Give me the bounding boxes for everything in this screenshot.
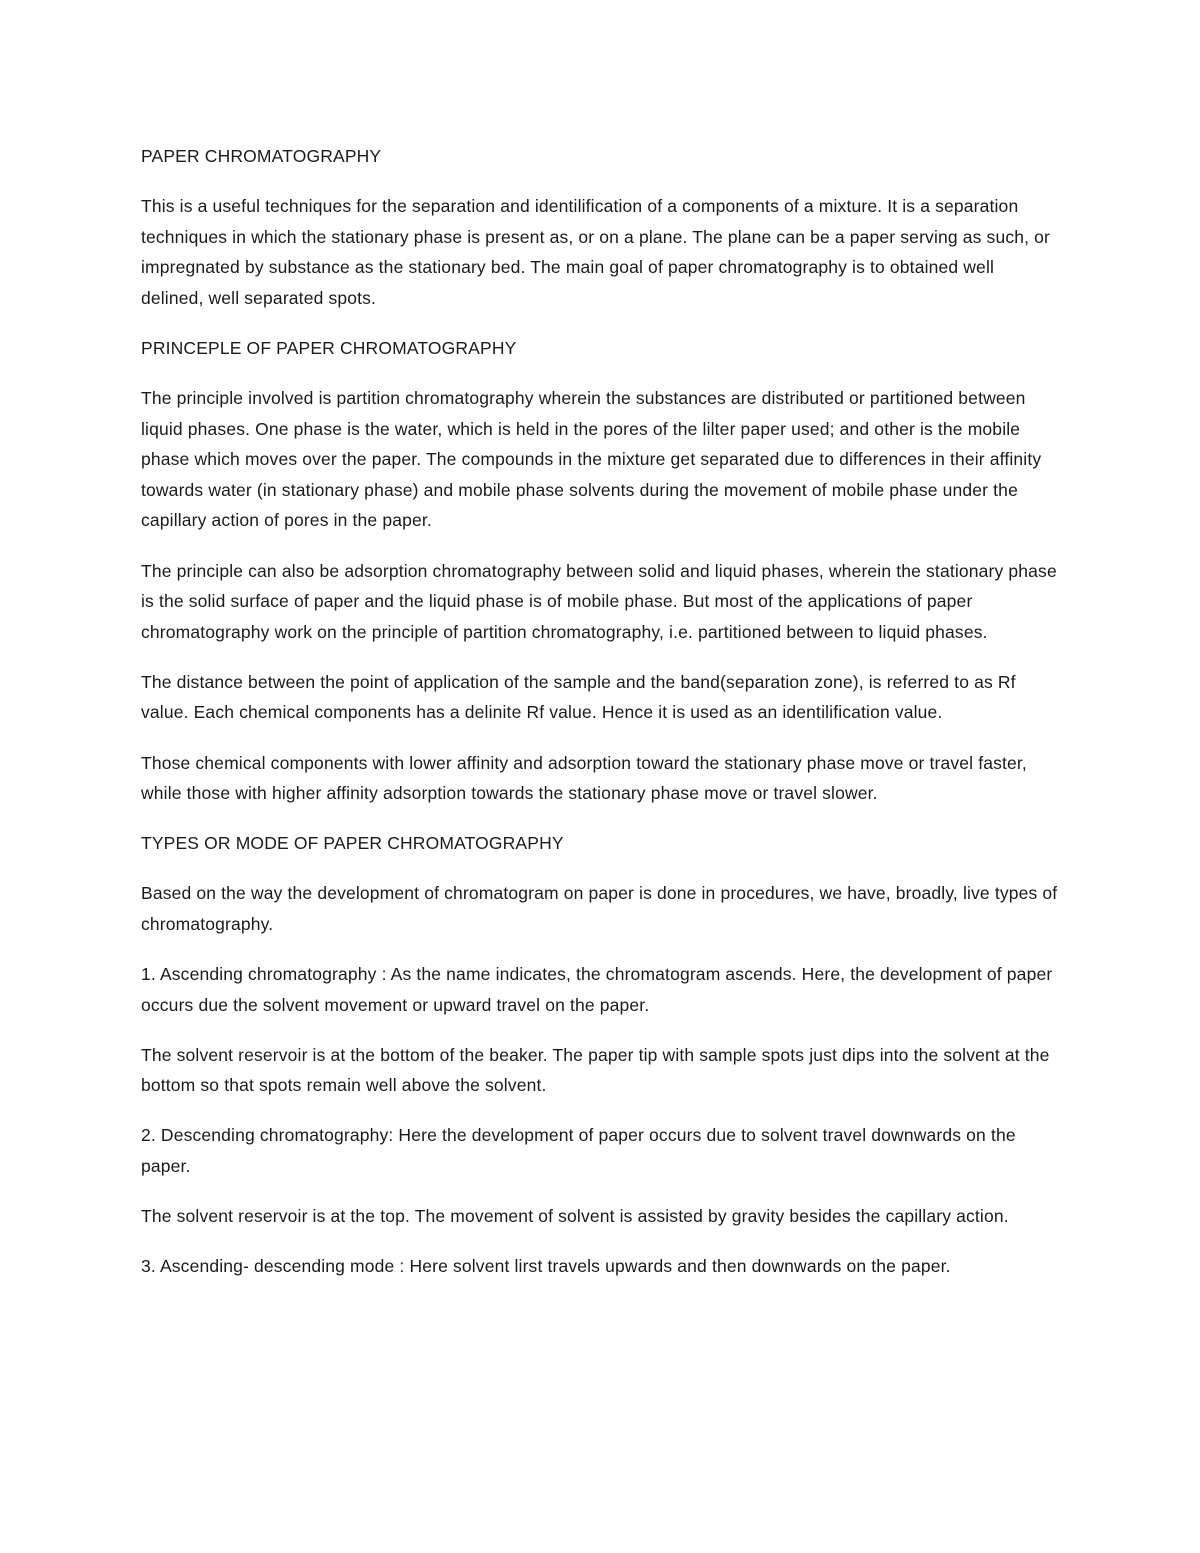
principle-paragraph-1: The principle involved is partition chromatography wherein the substances are distributed or partitioned between liquid phases. One phase is the water, which is held in the pores of the lilter paper used; and other is the mobile phase which moves over the paper. The compounds in the mixture get separated due to differences in their affinity towards water (in stationary phase) and mobile phase solvents during the movement of mobile phase under the capillary action of pores in the paper. — [141, 388, 1042, 531]
type-1-paragraph: 1. Ascending chromatography : As the name indicates, the chromatogram ascends. Here, the development of paper occurs due the solvent movement or upward travel on the paper. — [141, 963, 1053, 1015]
principle-paragraph-2: The principle can also be adsorption chromatography between solid and liquid phases, wherein the stationary phase is the solid surface of paper and the liquid phase is of mobile phase. But most of the applications of paper chromatography work on the principle of partition chromatography, i.e. partitioned between to liquid phases. — [141, 560, 1057, 642]
type-2-paragraph: 2. Descending chromatography: Here the development of paper occurs due to solvent travel downwards on the paper. — [141, 1125, 1016, 1176]
type-1-detail-paragraph: The solvent reservoir is at the bottom of the beaker. The paper tip with sample spots just dips into the solvent at the bottom so that spots remain well above the solvent. — [141, 1044, 1050, 1096]
type-2-detail-paragraph: The solvent reservoir is at the top. The movement of solvent is assisted by gravity besides the capillary action. — [141, 1206, 1009, 1227]
principle-heading: PRINCEPLE OF PAPER CHROMATOGRAPHY — [141, 337, 517, 358]
types-heading: TYPES OR MODE OF PAPER CHROMATOGRAPHY — [141, 833, 564, 854]
document-title: PAPER CHROMATOGRAPHY — [141, 146, 382, 166]
principle-paragraph-3: The distance between the point of application of the sample and the band(separation zone), is referred to as Rf value. Each chemical components has a delinite Rf value. Hence it is used as an identilification value. — [141, 671, 1016, 723]
type-3-paragraph: 3. Ascending- descending mode : Here solvent lirst travels upwards and then downwards on the paper. — [141, 1256, 951, 1277]
document-body — [141, 141, 1061, 1301]
principle-paragraph-4: Those chemical components with lower affinity and adsorption toward the stationary phase move or travel faster, while those with higher affinity adsorption towards the stationary phase move or travel slower. — [141, 752, 1027, 804]
types-intro-paragraph: Based on the way the development of chromatogram on paper is done in procedures, we have, broadly, live types of chromatography. — [141, 883, 1058, 934]
intro-paragraph: This is a useful techniques for the separation and identilification of a components of a mixture. It is a separation techniques in which the stationary phase is present as, or on a plane. The plane can be a paper serving as such, or impregnated by substance as the stationary bed. The main goal of paper chromatography is to obtained well delined, well separated spots. — [141, 196, 1051, 308]
